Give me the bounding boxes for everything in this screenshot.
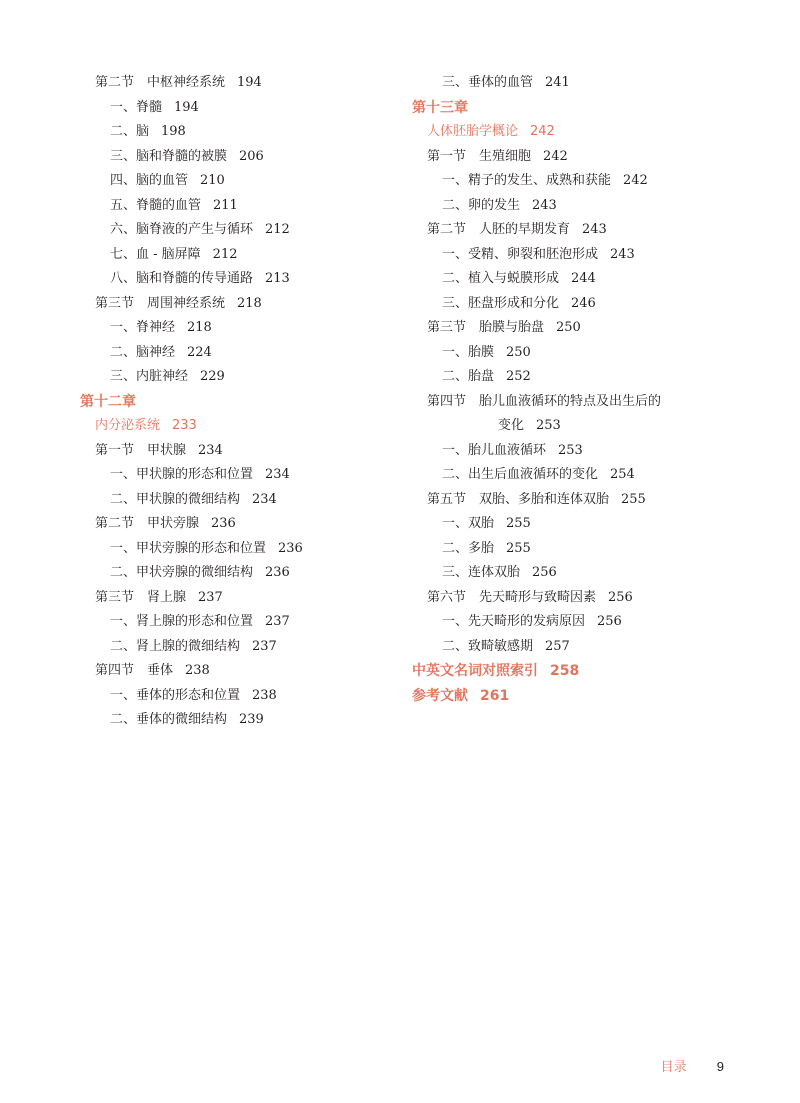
toc-entry-page: 224 [187,344,212,360]
toc-entry-title: 第六节 先天畸形与致畸因素 [427,589,597,605]
toc-entry-title: 中英文名词对照索引 [412,663,538,679]
toc-entry-page: 246 [571,295,596,311]
toc-entry-title: 八、脑和脊髓的传导通路 [110,271,254,286]
toc-entry-page: 255 [621,491,646,507]
toc-entry-title: 二、致畸敏感期 [442,638,534,654]
toc-entry-sub [80,341,400,366]
toc-left-column [80,71,400,733]
toc-entry-page: 241 [545,75,570,90]
toc-entry-page: 244 [571,271,596,286]
toc-entry-chapter [80,390,400,415]
toc-entry-title: 五、脊髓的血管 [110,197,202,213]
toc-entry-sub [412,512,712,537]
toc-entry-sub [80,488,400,513]
toc-entry-sub [412,537,712,562]
toc-entry-sub [80,145,400,170]
toc-entry-title: 第三节 胎膜与胎盘 [427,320,545,335]
toc-entry-sub [412,463,712,488]
toc-entry-page: 211 [213,197,238,213]
toc-entry-page: 243 [610,246,635,262]
toc-entry-page: 236 [211,516,236,531]
toc-entry-title: 一、甲状腺的形态和位置 [110,467,254,482]
toc-entry-page: 234 [198,442,223,458]
toc-entry-section [80,659,400,684]
toc-entry-page: 237 [252,638,277,654]
toc-entry-sub [80,120,400,145]
toc-entry-part [80,414,400,439]
toc-entry-sub [80,96,400,121]
toc-entry-sub [80,561,400,586]
toc-entry-title: 二、甲状腺的微细结构 [110,491,241,507]
toc-entry-title: 第五节 双胎、多胎和连体双胎 [427,491,610,507]
toc-entry-sub [80,635,400,660]
toc-entry-title: 第十二章 [80,393,136,410]
toc-entry-page: 237 [265,614,290,629]
toc-entry-page: 194 [237,75,262,90]
toc-entry-page: 257 [545,638,570,654]
toc-entry-page: 253 [536,418,561,433]
toc-entry-page: 255 [506,516,531,531]
toc-entry-page: 218 [237,295,262,311]
toc-entry-section [80,586,400,611]
toc-entry-title: 一、精子的发生、成熟和获能 [442,173,612,188]
toc-entry-page: 242 [623,173,648,188]
toc-entry-section [80,439,400,464]
toc-entry-sub [412,169,712,194]
toc-entry-page: 194 [174,99,199,115]
toc-entry-sub [412,365,712,390]
toc-entry-title: 一、脊髓 [110,99,163,115]
toc-entry-part [412,120,712,145]
toc-entry-title: 三、垂体的血管 [442,75,534,90]
toc-entry-section [412,488,712,513]
toc-entry-page: 198 [161,124,186,139]
toc-entry-sub [80,267,400,292]
toc-entry-page: 261 [480,687,510,704]
toc-entry-section [412,586,712,611]
toc-entry-page: 236 [278,540,303,556]
toc-entry-page: 252 [506,369,531,384]
toc-entry-sub [80,708,400,733]
toc-entry-page: 256 [532,565,557,580]
toc-entry-title: 二、胎盘 [442,369,495,384]
toc-entry-title: 参考文献 [412,687,468,704]
toc-entry-title: 第二节 甲状旁腺 [95,516,200,531]
toc-entry-title: 第十三章 [412,99,468,116]
toc-entry-sub [412,610,712,635]
toc-entry-sub [80,684,400,709]
toc-entry-section [412,145,712,170]
toc-entry-page: 237 [198,589,223,605]
toc-entry-page: 229 [200,369,225,384]
toc-entry-title: 第四节 胎儿血液循环的特点及出生后的 [427,393,662,409]
toc-entry-title: 一、先天畸形的发病原因 [442,614,586,629]
toc-entry-title: 二、肾上腺的微细结构 [110,638,241,654]
toc-entry-page: 242 [530,124,555,139]
toc-entry-page: 233 [172,418,197,433]
toc-entry-sub [80,218,400,243]
toc-entry-sub [412,439,712,464]
toc-entry-title: 一、垂体的形态和位置 [110,687,241,703]
toc-entry-page: 239 [239,712,264,727]
toc-entry-title: 一、脊神经 [110,320,176,335]
toc-entry-title: 二、脑 [110,124,150,139]
toc-entry-page: 242 [543,148,568,164]
toc-entry-title: 一、肾上腺的形态和位置 [110,614,254,629]
toc-entry-page: 258 [550,663,580,679]
toc-entry-sub [80,243,400,268]
toc-entry-sub [80,169,400,194]
toc-entry-sub [80,463,400,488]
toc-entry-title: 第二节 人胚的早期发育 [427,222,571,237]
toc-entry-page: 218 [187,320,212,335]
toc-entry-page: 206 [239,148,264,164]
toc-entry-section [80,512,400,537]
toc-entry-title: 内分泌系统 [95,418,161,433]
toc-entry-title: 第四节 垂体 [95,663,174,678]
toc-right-column [412,71,712,708]
toc-entry-page: 253 [558,442,583,458]
toc-entry-title: 变化 [498,418,525,433]
toc-entry-page: 212 [212,246,238,262]
page-number: 9 [716,1059,724,1074]
toc-entry-title: 第二节 中枢神经系统 [95,75,226,90]
toc-entry-sub [412,561,712,586]
toc-entry-page: 256 [597,614,622,629]
toc-entry-sub [80,610,400,635]
toc-entry-title: 第一节 生殖细胞 [427,148,532,164]
toc-entry-sub [412,292,712,317]
toc-entry-title: 一、胎儿血液循环 [442,442,547,458]
toc-entry-sub [412,194,712,219]
toc-entry-sub [80,365,400,390]
toc-entry-section [412,316,712,341]
toc-entry-page: 234 [252,491,277,507]
toc-entry-page: 236 [265,565,290,580]
toc-entry-title: 人体胚胎学概论 [427,124,519,139]
toc-entry-index [412,659,712,684]
toc-entry-page: 243 [532,197,557,213]
toc-entry-title: 第三节 周围神经系统 [95,295,226,311]
toc-entry-title: 三、胚盘形成和分化 [442,295,560,311]
toc-entry-page: 213 [265,271,290,286]
toc-entry-title: 二、垂体的微细结构 [110,712,228,727]
toc-entry-title: 二、卵的发生 [442,197,521,213]
toc-entry-cont [412,414,712,439]
toc-entry-title: 三、脑和脊髓的被膜 [110,148,228,164]
toc-entry-title: 二、脑神经 [110,344,176,360]
toc-entry-sub [80,316,400,341]
toc-entry-title: 二、出生后血液循环的变化 [442,467,599,482]
footer-label: 目录 [660,1060,687,1075]
toc-entry-page: 243 [582,222,607,237]
toc-entry-title: 二、甲状旁腺的微细结构 [110,565,254,580]
page-footer [661,1056,724,1075]
toc-entry-title: 一、双胎 [442,516,495,531]
toc-entry-sub [412,243,712,268]
toc-entry-title: 第三节 肾上腺 [95,589,187,605]
toc-entry-title: 一、受精、卵裂和胚泡形成 [442,246,599,262]
toc-entry-title: 第一节 甲状腺 [95,442,187,458]
toc-entry-index [412,684,712,709]
toc-entry-page: 238 [252,687,277,703]
toc-entry-title: 六、脑脊液的产生与循环 [110,222,254,237]
toc-entry-sub [80,194,400,219]
toc-entry-sub [412,71,712,96]
toc-entry-page: 255 [506,540,531,556]
toc-entry-page: 212 [265,222,290,237]
toc-entry-section [412,218,712,243]
toc-entry-title: 三、连体双胎 [442,565,521,580]
toc-entry-title: 一、甲状旁腺的形态和位置 [110,540,267,556]
toc-entry-page: 256 [608,589,633,605]
toc-entry-sub [412,267,712,292]
toc-entry-sub [80,537,400,562]
toc-entry-section [80,292,400,317]
toc-entry-title: 四、脑的血管 [110,173,189,188]
toc-entry-title: 三、内脏神经 [110,369,189,384]
toc-entry-page: 210 [200,173,225,188]
toc-entry-title: 七、血 - 脑屏障 [110,246,201,262]
toc-entry-page: 250 [506,344,531,360]
toc-entry-page: 250 [556,320,581,335]
toc-entry-section [412,390,712,415]
toc-entry-chapter [412,96,712,121]
toc-entry-title: 一、胎膜 [442,344,495,360]
toc-entry-page: 254 [610,467,635,482]
toc-entry-page: 234 [265,467,290,482]
toc-entry-sub [412,635,712,660]
toc-entry-page: 238 [185,663,210,678]
toc-entry-title: 二、多胎 [442,540,495,556]
toc-entry-title: 二、植入与蜕膜形成 [442,271,560,286]
toc-entry-sub [412,341,712,366]
toc-entry-section [80,71,400,96]
